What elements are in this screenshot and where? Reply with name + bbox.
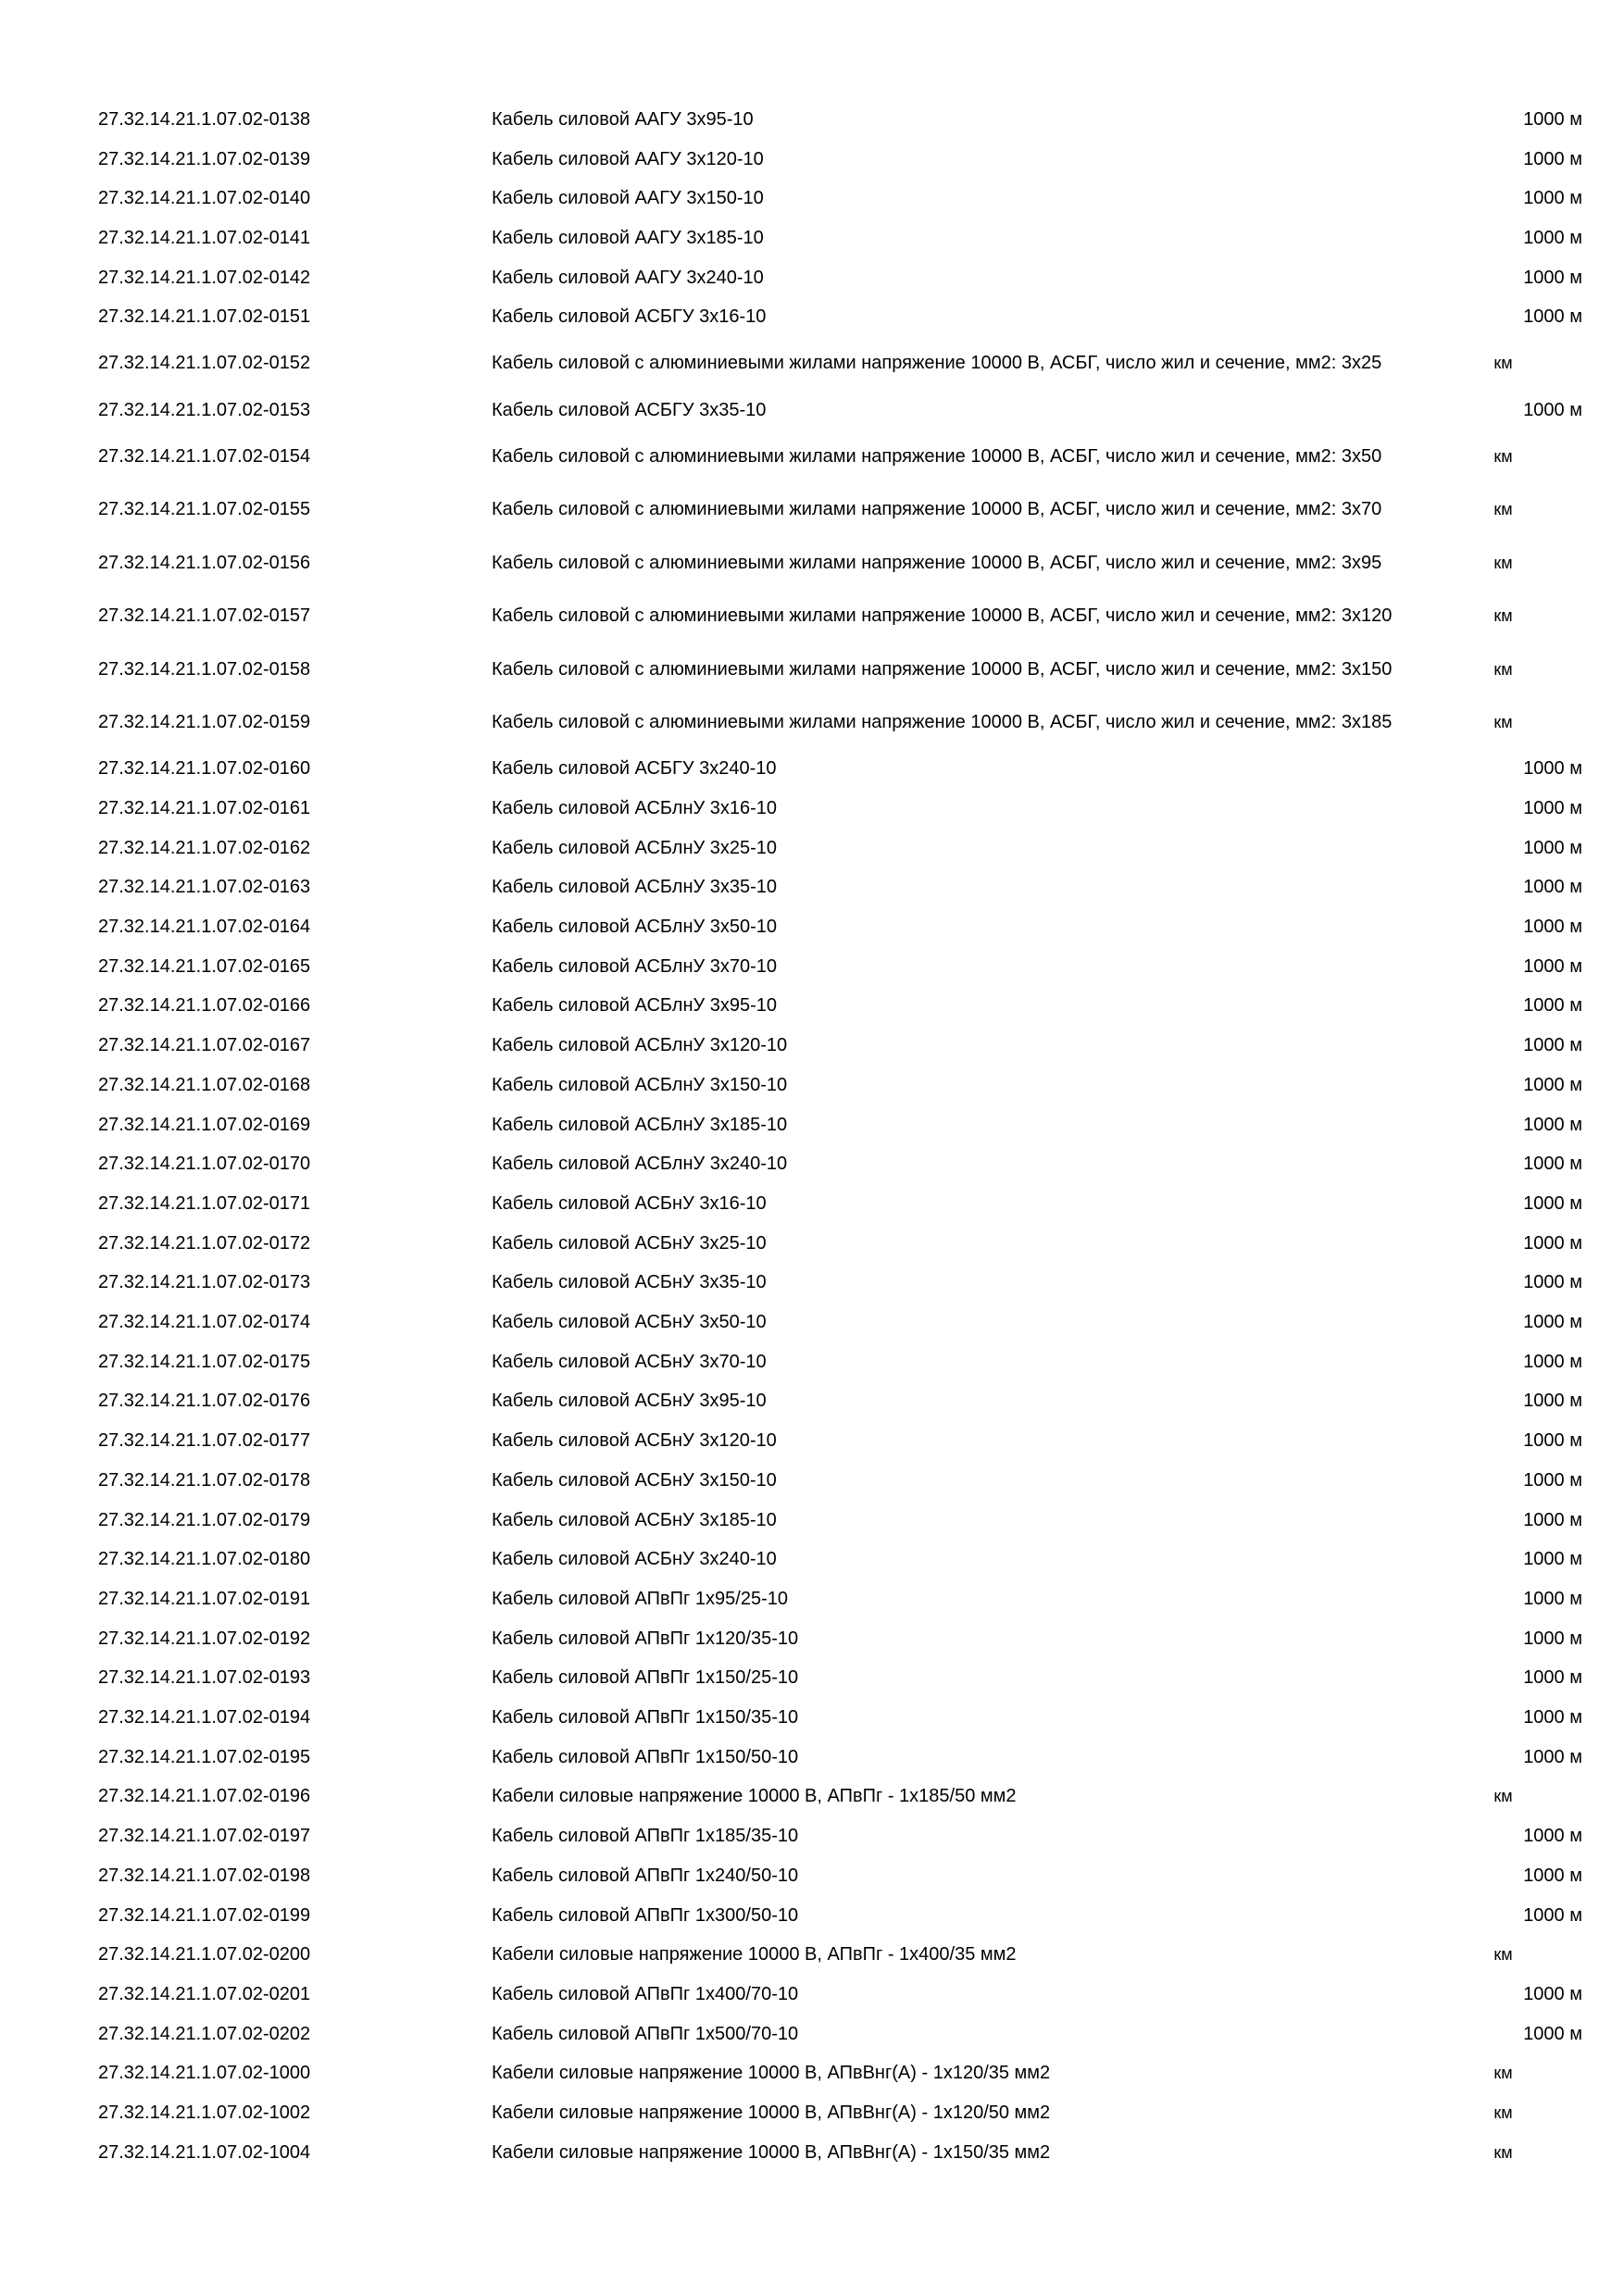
table-row: [0, 258, 1624, 298]
item-unit: км: [1493, 606, 1513, 626]
item-code: 27.32.14.21.1.07.02-0154: [98, 445, 311, 467]
item-unit: 1000 м: [1523, 1114, 1582, 1135]
item-name: Кабель силовой АПвПг 1х240/50-10: [492, 1865, 799, 1886]
item-unit: 1000 м: [1523, 917, 1582, 938]
item-code: 27.32.14.21.1.07.02-0166: [98, 995, 311, 1017]
table-row: [0, 1935, 1624, 1975]
item-code: 27.32.14.21.1.07.02-0199: [98, 1904, 311, 1926]
table-row: [0, 1896, 1624, 1936]
item-code: 27.32.14.21.1.07.02-0179: [98, 1509, 311, 1530]
item-code: 27.32.14.21.1.07.02-0171: [98, 1192, 311, 1214]
item-name: Кабель силовой с алюминиевыми жилами напряжение 10000 В, АСБГ, число жил и сечение, мм2: 3х25: [492, 353, 1382, 374]
item-unit: 1000 м: [1523, 1192, 1582, 1214]
item-unit: 1000 м: [1523, 797, 1582, 818]
item-name: Кабель силовой АПвПг 1х400/70-10: [492, 1983, 799, 2004]
item-name: Кабель силовой с алюминиевыми жилами напряжение 10000 В, АСБГ, число жил и сечение, мм2: 3х95: [492, 552, 1382, 573]
item-code: 27.32.14.21.1.07.02-1000: [98, 2063, 311, 2084]
item-name: Кабель силовой АПвПг 1х150/35-10: [492, 1707, 799, 1728]
table-row: [0, 2054, 1624, 2094]
item-name: Кабели силовые напряжение 10000 В, АПвПг - 1х400/35 мм2: [492, 1944, 1017, 1965]
item-unit: 1000 м: [1523, 1469, 1582, 1491]
item-code: 27.32.14.21.1.07.02-0198: [98, 1865, 311, 1886]
item-unit: 1000 м: [1523, 1272, 1582, 1293]
item-unit: 1000 м: [1523, 227, 1582, 248]
item-code: 27.32.14.21.1.07.02-0164: [98, 917, 311, 938]
item-code: 27.32.14.21.1.07.02-0163: [98, 877, 311, 898]
item-code: 27.32.14.21.1.07.02-0197: [98, 1826, 311, 1847]
item-unit: 1000 м: [1523, 267, 1582, 288]
table-row: [0, 2015, 1624, 2054]
item-name: Кабель силовой ААГУ 3х240-10: [492, 267, 764, 288]
item-name: Кабель силовой АПвПг 1х185/35-10: [492, 1826, 799, 1847]
table-row: [0, 430, 1624, 483]
item-name: Кабель силовой АСБнУ 3х70-10: [492, 1351, 767, 1372]
item-code: 27.32.14.21.1.07.02-0169: [98, 1114, 311, 1135]
item-code: 27.32.14.21.1.07.02-0162: [98, 837, 311, 858]
item-name: Кабели силовые напряжение 10000 В, АПвПг - 1х185/50 мм2: [492, 1786, 1017, 1807]
item-name: Кабели силовые напряжение 10000 В, АПвВнг(А) - 1х120/50 мм2: [492, 2103, 1051, 2124]
table-row: [0, 868, 1624, 908]
table-row: [0, 1659, 1624, 1699]
item-name: Кабель силовой АСБнУ 3х50-10: [492, 1312, 767, 1333]
item-name: Кабель силовой АСБлнУ 3х95-10: [492, 995, 778, 1017]
item-code: 27.32.14.21.1.07.02-0160: [98, 758, 311, 780]
item-unit: 1000 м: [1523, 1826, 1582, 1847]
item-name: Кабель силовой ААГУ 3х120-10: [492, 148, 764, 169]
table-row: [0, 907, 1624, 947]
item-code: 27.32.14.21.1.07.02-0156: [98, 552, 311, 573]
item-unit: км: [1493, 500, 1513, 519]
item-unit: 1000 м: [1523, 837, 1582, 858]
table-row: [0, 1224, 1624, 1264]
item-name: Кабель силовой АСБнУ 3х95-10: [492, 1391, 767, 1412]
item-name: Кабель силовой АПвПг 1х500/70-10: [492, 2023, 799, 2044]
item-unit: 1000 м: [1523, 2023, 1582, 2044]
table-row: [0, 2093, 1624, 2133]
table-row: [0, 218, 1624, 258]
item-unit: 1000 м: [1523, 955, 1582, 977]
item-unit: 1000 м: [1523, 995, 1582, 1017]
item-unit: 1000 м: [1523, 758, 1582, 780]
item-code: 27.32.14.21.1.07.02-0158: [98, 658, 311, 680]
item-unit: 1000 м: [1523, 1707, 1582, 1728]
item-unit: 1000 м: [1523, 1074, 1582, 1095]
item-code: 27.32.14.21.1.07.02-0173: [98, 1272, 311, 1293]
item-code: 27.32.14.21.1.07.02-0155: [98, 499, 311, 520]
item-unit: км: [1493, 2103, 1513, 2123]
item-unit: 1000 м: [1523, 1509, 1582, 1530]
item-name: Кабели силовые напряжение 10000 В, АПвВнг(А) - 1х120/35 мм2: [492, 2063, 1051, 2084]
item-code: 27.32.14.21.1.07.02-0178: [98, 1469, 311, 1491]
item-name: Кабель силовой АСБлнУ 3х240-10: [492, 1154, 788, 1175]
table-row: [0, 1619, 1624, 1659]
item-code: 27.32.14.21.1.07.02-0170: [98, 1154, 311, 1175]
item-name: Кабель силовой АСБГУ 3х240-10: [492, 758, 777, 780]
item-code: 27.32.14.21.1.07.02-0191: [98, 1588, 311, 1609]
item-name: Кабель силовой АСБнУ 3х240-10: [492, 1549, 777, 1570]
table-row: [0, 1421, 1624, 1461]
item-unit: км: [1493, 354, 1513, 373]
item-name: Кабель силовой АСБнУ 3х25-10: [492, 1232, 767, 1254]
table-row: [0, 696, 1624, 750]
item-name: Кабель силовой АСБнУ 3х16-10: [492, 1192, 767, 1214]
table-row: [0, 1184, 1624, 1224]
item-unit: 1000 м: [1523, 108, 1582, 130]
item-code: 27.32.14.21.1.07.02-1004: [98, 2141, 311, 2163]
item-unit: 1000 м: [1523, 148, 1582, 169]
item-name: Кабель силовой АПвПг 1х95/25-10: [492, 1588, 788, 1609]
item-unit: км: [1493, 1945, 1513, 1965]
table-row: [0, 1105, 1624, 1145]
table-row: [0, 789, 1624, 829]
item-name: Кабель силовой с алюминиевыми жилами напряжение 10000 В, АСБГ, число жил и сечение, мм2: 3х150: [492, 658, 1393, 680]
table-row: [0, 1382, 1624, 1422]
item-code: 27.32.14.21.1.07.02-1002: [98, 2103, 311, 2124]
item-name: Кабель силовой АПвПг 1х300/50-10: [492, 1904, 799, 1926]
table-row: [0, 1026, 1624, 1066]
item-name: Кабель силовой АСБлнУ 3х16-10: [492, 797, 778, 818]
item-unit: 1000 м: [1523, 1588, 1582, 1609]
item-name: Кабель силовой АСБнУ 3х120-10: [492, 1430, 777, 1452]
table-row: [0, 1738, 1624, 1778]
table-row: [0, 100, 1624, 140]
item-unit: 1000 м: [1523, 1746, 1582, 1767]
item-code: 27.32.14.21.1.07.02-0159: [98, 712, 311, 733]
table-row: [0, 1856, 1624, 1896]
item-unit: 1000 м: [1523, 1035, 1582, 1056]
item-code: 27.32.14.21.1.07.02-0161: [98, 797, 311, 818]
table-row: [0, 1501, 1624, 1541]
item-code: 27.32.14.21.1.07.02-0165: [98, 955, 311, 977]
table-row: [0, 590, 1624, 643]
item-code: 27.32.14.21.1.07.02-0202: [98, 2023, 311, 2044]
item-unit: км: [1493, 553, 1513, 572]
item-unit: км: [1493, 713, 1513, 732]
item-code: 27.32.14.21.1.07.02-0174: [98, 1312, 311, 1333]
item-name: Кабель силовой АСБлнУ 3х120-10: [492, 1035, 788, 1056]
item-code: 27.32.14.21.1.07.02-0141: [98, 227, 311, 248]
item-name: Кабель силовой ААГУ 3х150-10: [492, 188, 764, 209]
item-name: Кабель силовой с алюминиевыми жилами напряжение 10000 В, АСБГ, число жил и сечение, мм2: 3х120: [492, 605, 1393, 627]
item-code: 27.32.14.21.1.07.02-0172: [98, 1232, 311, 1254]
item-code: 27.32.14.21.1.07.02-0176: [98, 1391, 311, 1412]
table-row: [0, 1303, 1624, 1342]
item-unit: 1000 м: [1523, 1865, 1582, 1886]
item-name: Кабель силовой АСБлнУ 3х50-10: [492, 917, 778, 938]
item-code: 27.32.14.21.1.07.02-0151: [98, 306, 311, 328]
item-code: 27.32.14.21.1.07.02-0193: [98, 1667, 311, 1689]
item-name: Кабель силовой АПвПг 1х150/50-10: [492, 1746, 799, 1767]
item-code: 27.32.14.21.1.07.02-0153: [98, 399, 311, 420]
table-row: [0, 1066, 1624, 1105]
item-name: Кабель силовой АСБлнУ 3х35-10: [492, 877, 778, 898]
table-row: [0, 1579, 1624, 1619]
item-code: 27.32.14.21.1.07.02-0175: [98, 1351, 311, 1372]
table-row: [0, 536, 1624, 590]
item-name: Кабель силовой АПвПг 1х150/25-10: [492, 1667, 799, 1689]
table-row: [0, 749, 1624, 789]
table-row: [0, 1342, 1624, 1382]
item-unit: 1000 м: [1523, 1391, 1582, 1412]
item-code: 27.32.14.21.1.07.02-0195: [98, 1746, 311, 1767]
table-row: [0, 1540, 1624, 1579]
item-name: Кабели силовые напряжение 10000 В, АПвВнг(А) - 1х150/35 мм2: [492, 2141, 1051, 2163]
item-name: Кабель силовой ААГУ 3х95-10: [492, 108, 754, 130]
item-code: 27.32.14.21.1.07.02-0152: [98, 353, 311, 374]
item-name: Кабель силовой АСБГУ 3х16-10: [492, 306, 767, 328]
item-unit: 1000 м: [1523, 306, 1582, 328]
table-row: [0, 391, 1624, 430]
item-code: 27.32.14.21.1.07.02-0167: [98, 1035, 311, 1056]
item-code: 27.32.14.21.1.07.02-0180: [98, 1549, 311, 1570]
table-row: [0, 298, 1624, 338]
table-row: [0, 1144, 1624, 1184]
item-name: Кабель силовой АПвПг 1х120/35-10: [492, 1628, 799, 1649]
item-name: Кабель силовой АСБлнУ 3х185-10: [492, 1114, 788, 1135]
item-unit: км: [1493, 1787, 1513, 1806]
item-unit: км: [1493, 2064, 1513, 2083]
table-row: [0, 1778, 1624, 1817]
table-row: [0, 829, 1624, 868]
item-name: Кабель силовой с алюминиевыми жилами напряжение 10000 В, АСБГ, число жил и сечение, мм2: 3х185: [492, 712, 1393, 733]
item-unit: 1000 м: [1523, 399, 1582, 420]
item-code: 27.32.14.21.1.07.02-0201: [98, 1983, 311, 2004]
table-row: [0, 179, 1624, 218]
item-name: Кабель силовой АСБнУ 3х35-10: [492, 1272, 767, 1293]
table-row: [0, 1816, 1624, 1856]
table-row: [0, 337, 1624, 391]
table-row: [0, 987, 1624, 1027]
item-name: Кабель силовой АСБлнУ 3х25-10: [492, 837, 778, 858]
item-unit: км: [1493, 659, 1513, 679]
table-row: [0, 483, 1624, 537]
table-row: [0, 1461, 1624, 1501]
item-unit: 1000 м: [1523, 1351, 1582, 1372]
item-name: Кабель силовой АСБлнУ 3х70-10: [492, 955, 778, 977]
item-code: 27.32.14.21.1.07.02-0196: [98, 1786, 311, 1807]
item-unit: 1000 м: [1523, 188, 1582, 209]
item-unit: 1000 м: [1523, 1154, 1582, 1175]
item-unit: 1000 м: [1523, 1667, 1582, 1689]
item-code: 27.32.14.21.1.07.02-0138: [98, 108, 311, 130]
item-code: 27.32.14.21.1.07.02-0140: [98, 188, 311, 209]
item-name: Кабель силовой с алюминиевыми жилами напряжение 10000 В, АСБГ, число жил и сечение, мм2: 3х70: [492, 499, 1382, 520]
item-code: 27.32.14.21.1.07.02-0157: [98, 605, 311, 627]
item-code: 27.32.14.21.1.07.02-0142: [98, 267, 311, 288]
table-row: [0, 947, 1624, 987]
item-name: Кабель силовой ААГУ 3х185-10: [492, 227, 764, 248]
item-code: 27.32.14.21.1.07.02-0192: [98, 1628, 311, 1649]
item-code: 27.32.14.21.1.07.02-0168: [98, 1074, 311, 1095]
item-name: Кабель силовой АСБлнУ 3х150-10: [492, 1074, 788, 1095]
table-row: [0, 1264, 1624, 1304]
table-row: [0, 140, 1624, 180]
item-name: Кабель силовой с алюминиевыми жилами напряжение 10000 В, АСБГ, число жил и сечение, мм2: 3х50: [492, 445, 1382, 467]
item-unit: км: [1493, 2142, 1513, 2162]
item-code: 27.32.14.21.1.07.02-0194: [98, 1707, 311, 1728]
table-row: [0, 1975, 1624, 2015]
item-unit: 1000 м: [1523, 1430, 1582, 1452]
item-unit: км: [1493, 446, 1513, 466]
item-name: Кабель силовой АСБнУ 3х185-10: [492, 1509, 777, 1530]
item-unit: 1000 м: [1523, 1232, 1582, 1254]
item-code: 27.32.14.21.1.07.02-0139: [98, 148, 311, 169]
item-unit: 1000 м: [1523, 1312, 1582, 1333]
item-code: 27.32.14.21.1.07.02-0200: [98, 1944, 311, 1965]
item-name: Кабель силовой АСБГУ 3х35-10: [492, 399, 767, 420]
item-unit: 1000 м: [1523, 1904, 1582, 1926]
table-row: [0, 643, 1624, 696]
item-unit: 1000 м: [1523, 877, 1582, 898]
item-name: Кабель силовой АСБнУ 3х150-10: [492, 1469, 777, 1491]
item-unit: 1000 м: [1523, 1549, 1582, 1570]
table-row: [0, 1698, 1624, 1738]
table-row: [0, 2133, 1624, 2173]
item-code: 27.32.14.21.1.07.02-0177: [98, 1430, 311, 1452]
item-unit: 1000 м: [1523, 1628, 1582, 1649]
item-unit: 1000 м: [1523, 1983, 1582, 2004]
